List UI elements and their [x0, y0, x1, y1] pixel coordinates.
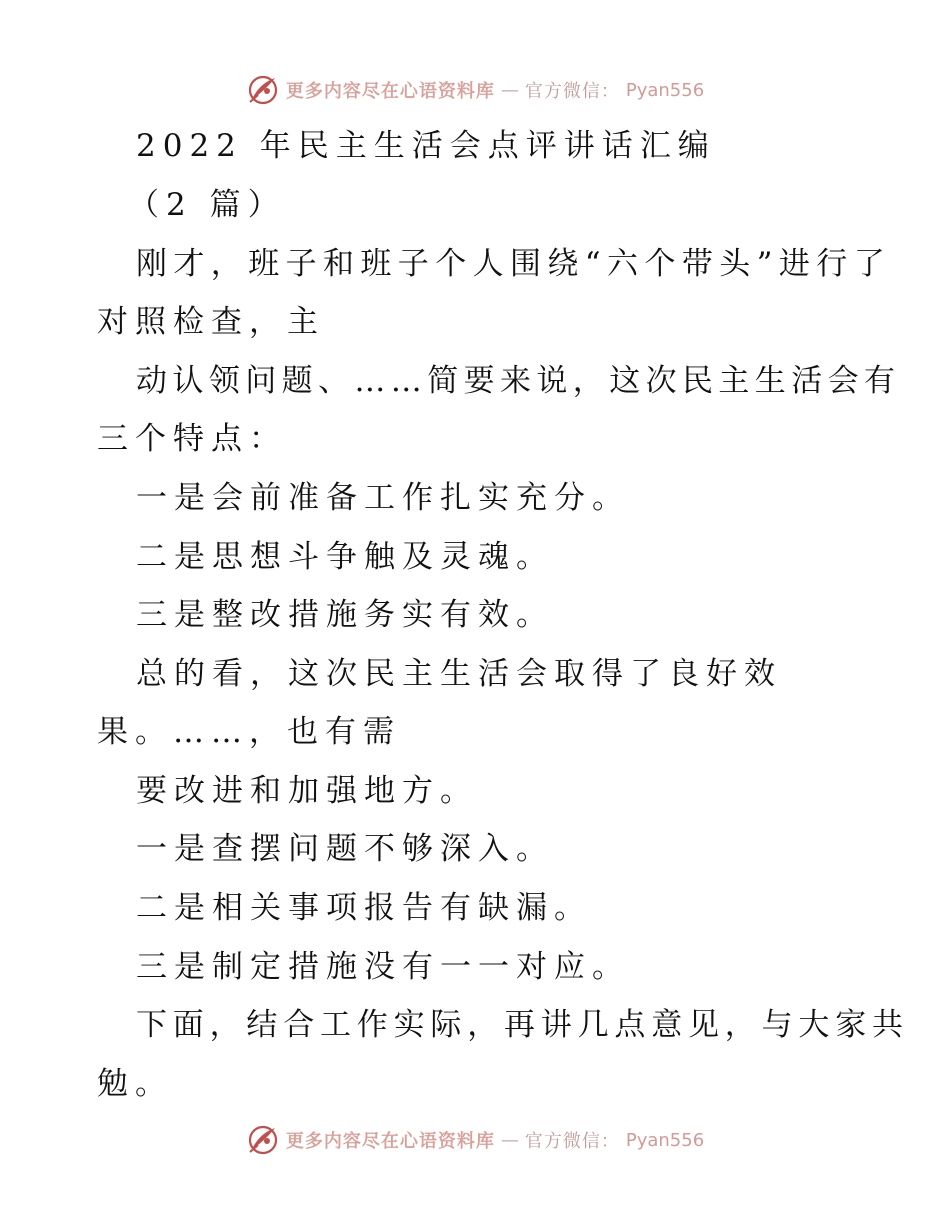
header-watermark: [0, 70, 950, 110]
paragraph-line: 一是会前准备工作扎实充分。: [136, 480, 630, 516]
paragraph-line: 下面，结合工作实际，再讲几点意见，与大家共: [136, 1007, 909, 1043]
paragraph-line: 要改进和加强地方。: [136, 773, 478, 809]
watermark-wechat-label: 官方微信：: [524, 81, 620, 102]
document-title: 2022 年民主生活会点评讲话汇编: [136, 128, 716, 164]
watermark-wechat-id: Pyan556: [625, 79, 705, 101]
paragraph-line: 刚才，班子和班子个人围绕“六个带头”进行了: [136, 246, 892, 282]
watermark-wechat-id: Pyan556: [625, 1129, 705, 1151]
watermark-dash: —: [500, 1129, 519, 1151]
quill-pen-logo-icon: [246, 1123, 280, 1157]
paragraph-line: 动认领问题、……简要来说，这次民主生活会有: [136, 363, 901, 399]
watermark-text: 更多内容尽在心语资料库: [285, 1131, 495, 1152]
watermark-wechat-label: 官方微信：: [524, 1131, 620, 1152]
paragraph-line: 勉。: [97, 1066, 173, 1102]
watermark-text: 更多内容尽在心语资料库: [285, 81, 495, 102]
paragraph-line: 三个特点：: [97, 421, 287, 457]
footer-watermark: [0, 1120, 950, 1160]
quill-pen-logo-icon: [246, 73, 280, 107]
paragraph-line: 三是制定措施没有一一对应。: [136, 949, 630, 985]
paragraph-line: 一是查摆问题不够深入。: [136, 831, 554, 867]
paragraph-line: 二是相关事项报告有缺漏。: [136, 890, 592, 926]
paragraph-line: 三是整改措施务实有效。: [136, 597, 554, 633]
paragraph-line: 总的看，这次民主生活会取得了良好效: [136, 656, 782, 692]
watermark-dash: —: [500, 79, 519, 101]
paragraph-line: 二是思想斗争触及灵魂。: [136, 539, 554, 575]
document-subtitle: （2 篇）: [128, 187, 286, 223]
paragraph-line: 对照检查，主: [97, 304, 325, 340]
paragraph-line: 果。……，也有需: [97, 714, 401, 750]
